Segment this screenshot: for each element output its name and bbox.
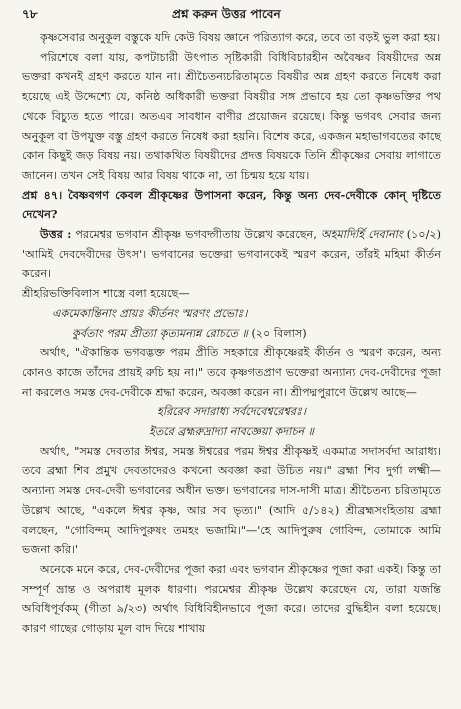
- verse-line: ইতরে ব্রহ্মরুদ্রাদ্যা নাবজ্ঞেয়া কদাচন ॥: [149, 425, 314, 439]
- paragraph: অর্থাৎ, "সমস্ত দেবতার ঈশ্বর, সমস্ত ঈশ্বরের পরম ঈশ্বর শ্রীকৃষ্ণই একমাত্র সদাসর্বদা আরাধ্য। তবে ব্রহ্মা শিব প্রমুখ দেবতাদেরও কখনো অবজ্ঞা করা উচিত নয়।" ব্রহ্মা শিব দুর্গা লক্ষ্মী—অন্যান্য সমস্ত দেব-দেবী ভগবানের অধীন ভক্ত। ভগবানের দাস-দাসী মাত্র। শ্রীচৈতন্য চরিতামৃতে উল্লেখ আছে, "একলে ঈশ্বর কৃষ্ণ, আর সব ভৃত্য।" (আদি ৫/১৪২) শ্রীব্রহ্মসংহিতায় ব্রহ্মা বলছেন, "গোবিন্দম্ আদিপুরুষং তমহং ভজামি।"—'হে আদিপুরুষ গোবিন্দ, তোমাকে আমি ভজনা করি।': [22, 444, 441, 557]
- paragraph: কৃষ্ণসেবার অনুকূল বস্তুকে যদি কেউ বিষয় জ্ঞানে পরিত্যাগ করে, তবে তা বড়ই ভুল করা হয়।: [40, 31, 441, 44]
- verse-line: একমেকান্তিনাং প্রায়ঃ কীর্তনং স্মরণং প্রভোঃ।: [52, 306, 248, 320]
- answer: [22, 225, 441, 284]
- page-header: [22, 6, 441, 28]
- question-label: প্রশ্ন ৪৭।: [22, 187, 63, 202]
- page-body: [22, 28, 441, 639]
- verse-source: (২০ বিলাস): [251, 326, 307, 340]
- paragraph: অর্থাৎ, "ঐকান্তিক ভগবদ্ভক্ত পরম প্রীতি সহকারে শ্রীকৃষ্ণেরই কীর্তন ও স্মরণ করেন, অন্য কোনও কাজে তাঁদের প্রায়ই রুচি হয় না।" তবে কৃষ্ণগতপ্রাণ ভক্তেরা অন্যান্য দেব-দেবীদের পূজা না করলেও সমস্ত দেব-দেবীকে শ্রদ্ধা করেন, অবজ্ঞা করেন না। শ্রীপদ্মপুরাণে উল্লেখ আছে—: [22, 346, 441, 399]
- question: [22, 186, 441, 225]
- paragraph: পরিশেষে বলা যায়, কপটাচারী উৎপাত সৃষ্টিকারী বিধিবিচারহীন অবৈষ্ণব বিষয়ীদের অন্ন ভক্তরা কখনই গ্রহণ করতে যান না। শ্রীচৈতন্যচরিতামৃতে বিষয়ীর অন্ন গ্রহণ করতে নিষেধ করা হয়েছে এই উদ্দেশ্যে যে, কনিষ্ঠ অধিকারী ভক্তরা বিষয়ীর সঙ্গ প্রভাবে হয় তো কৃষ্ণভক্তির পথ থেকে বিচ্যুত হতে পারে। অতএব সাবধান বাণীর প্রয়োজন রয়েছে। কিন্তু ভগবৎ সেবার জন্য অনুকূল বা উপযুক্ত বস্তু গ্রহণ করতে নিষেধ করা হয়নি। বিশেষ করে, একজন মহাভাগবতের কাছে কোন কিছুই জড় বিষয় নয়। তথাকথিত বিষয়ীদের প্রদত্ত বিষয়কে তিনি শ্রীকৃষ্ণের সেবায় লাগাতে জানেন। তখন সেই বিষয় আর বিষয় থাকে না, তা চিন্ময় হয়ে যায়।: [22, 50, 441, 182]
- running-title: প্রশ্ন করুন উত্তর পাবেন: [172, 7, 281, 21]
- verse-line: হরিরেব সদারাধ্য সর্বদেবেশ্বরেশ্বরঃ।: [157, 405, 306, 419]
- verse-line: [22, 324, 441, 344]
- gita-quote: অহমাদির্হি দেবানাং: [320, 228, 403, 242]
- page-number: ৭৮: [22, 7, 38, 21]
- verse-line-text: কুর্বতাং পরম প্রীত্যা কৃত্যমন্যন্ন রোচতে ॥: [72, 326, 248, 340]
- answer-text: পরমেশ্বর ভগবান শ্রীকৃষ্ণ ভগবদ্গীতায় উল্লেখ করেছেন,: [75, 228, 321, 242]
- paragraph: অনেকে মনে করে, দেব-দেবীদের পূজা করা এবং ভগবান শ্রীকৃষ্ণের পূজা করা একই। কিন্তু তা সম্পূর্ণ ভ্রান্ত ও অপরাধ মূলক ধারণা। পরমেশ্বর শ্রীকৃষ্ণ উল্লেখ করেছেন যে, তারা যজন্তি অবিধিপূর্বকম্ (গীতা ৯/২৩) অর্থাৎ বিধিবিহীনভাবে পূজা করে। তাদের বুদ্ধিহীন বলা হয়েছে। কারণ গাছের গোড়ায় মূল বাদ দিয়ে শাখায়: [22, 562, 441, 636]
- question-text: বৈষ্ণবগণ কেবল শ্রীকৃষ্ণের উপাসনা করেন, কিন্তু অন্য দেব-দেবীকে কোন্ দৃষ্টিতে দেখেন?: [22, 187, 441, 222]
- answer-text-cont: (১০/২) 'আমিই দেবদেবীদের উৎস'। ভগবানের ভক্তেরা ভগবানকেই স্মরণ করেন, তাঁরই মহিমা কীর্তন করেন।: [22, 228, 441, 281]
- paragraph: শ্রীহরিভক্তিবিলাস শাস্ত্রে বলা হয়েছে—: [22, 287, 190, 301]
- answer-label: উত্তর :: [40, 227, 72, 242]
